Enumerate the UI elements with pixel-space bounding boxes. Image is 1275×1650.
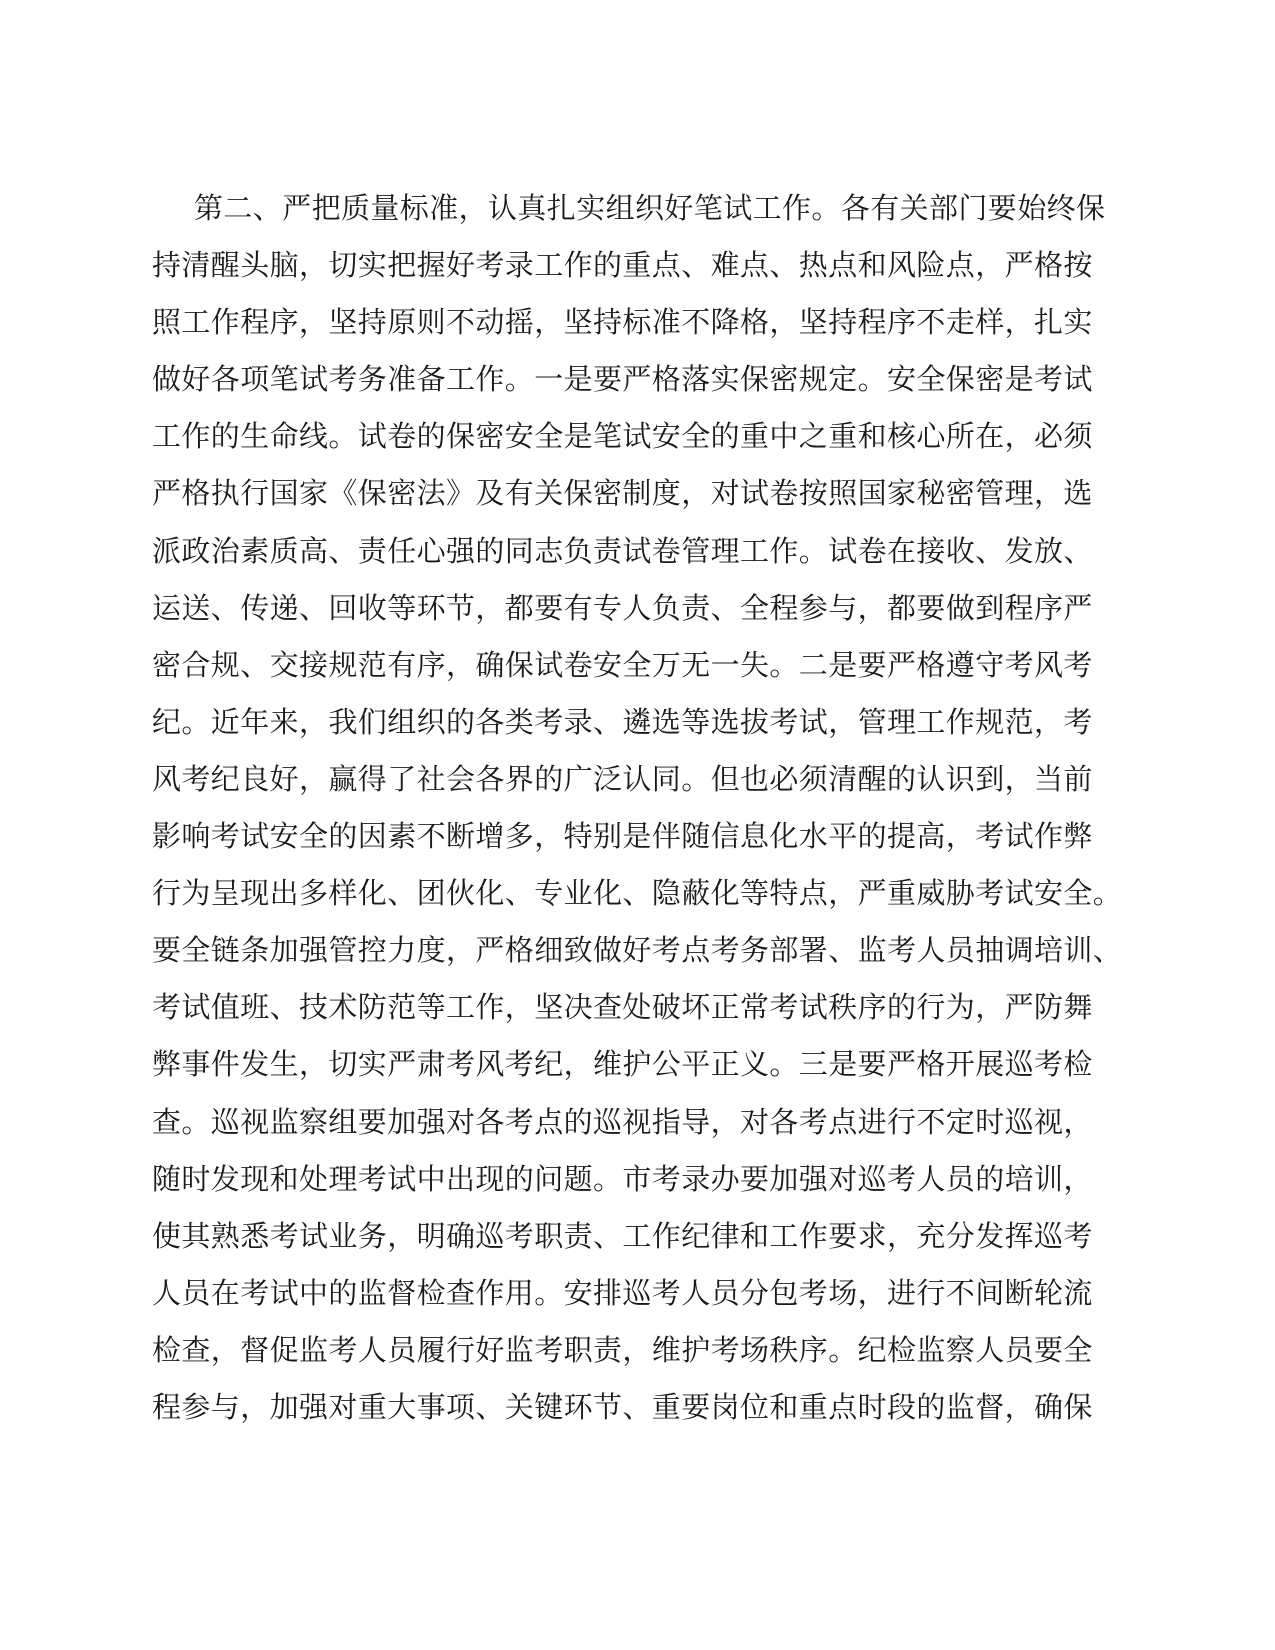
- text-line-13: 行为呈现出多样化、团伙化、专业化、隐蔽化等特点，严重威胁考试安全。: [152, 876, 1123, 911]
- text-line-9: 密合规、交接规范有序，确保试卷安全万无一失。二是要严格遵守考风考: [152, 647, 1093, 682]
- text-line-18: 随时发现和处理考试中出现的问题。市考录办要加强对巡考人员的培训，: [152, 1161, 1093, 1196]
- text-line-5: 工作的生命线。试卷的保密安全是笔试安全的重中之重和核心所在，必须: [152, 419, 1093, 454]
- text-line-2: 持清醒头脑，切实把握好考录工作的重点、难点、热点和风险点，严格按: [152, 248, 1093, 283]
- text-line-10: 纪。近年来，我们组织的各类考录、遴选等选拔考试，管理工作规范，考: [152, 704, 1093, 739]
- text-line-21: 检查，督促监考人员履行好监考职责，维护考场秩序。纪检监察人员要全: [152, 1332, 1093, 1367]
- text-line-8: 运送、传递、回收等环节，都要有专人负责、全程参与，都要做到程序严: [152, 590, 1093, 625]
- text-line-1: 第二、严把质量标准，认真扎实组织好笔试工作。各有关部门要始终保: [194, 191, 1106, 225]
- text-line-22: 程参与，加强对重大事项、关键环节、重要岗位和重点时段的监督，确保: [152, 1389, 1093, 1424]
- text-line-19: 使其熟悉考试业务，明确巡考职责、工作纪律和工作要求，充分发挥巡考: [152, 1218, 1093, 1253]
- text-line-3: 照工作程序，坚持原则不动摇，坚持标准不降格，坚持程序不走样，扎实: [152, 305, 1093, 340]
- text-line-7: 派政治素质高、责任心强的同志负责试卷管理工作。试卷在接收、发放、: [152, 533, 1093, 568]
- text-line-4: 做好各项笔试考务准备工作。一是要严格落实保密规定。安全保密是考试: [152, 362, 1093, 397]
- text-line-12: 影响考试安全的因素不断增多，特别是伴随信息化水平的提高，考试作弊: [152, 819, 1093, 854]
- text-line-15: 考试值班、技术防范等工作，坚决查处破坏正常考试秩序的行为，严防舞: [152, 990, 1093, 1025]
- body-paragraph: [152, 180, 1132, 1436]
- text-line-11: 风考纪良好，赢得了社会各界的广泛认同。但也必须清醒的认识到，当前: [152, 761, 1093, 796]
- text-line-6: 严格执行国家《保密法》及有关保密制度，对试卷按照国家秘密管理，选: [152, 476, 1093, 511]
- text-line-20: 人员在考试中的监督检查作用。安排巡考人员分包考场，进行不间断轮流: [152, 1275, 1093, 1310]
- text-line-17: 查。巡视监察组要加强对各考点的巡视指导，对各考点进行不定时巡视，: [152, 1104, 1093, 1139]
- text-line-14: 要全链条加强管控力度，严格细致做好考点考务部署、监考人员抽调培训、: [152, 933, 1123, 968]
- text-line-16: 弊事件发生，切实严肃考风考纪，维护公平正义。三是要严格开展巡考检: [152, 1047, 1093, 1082]
